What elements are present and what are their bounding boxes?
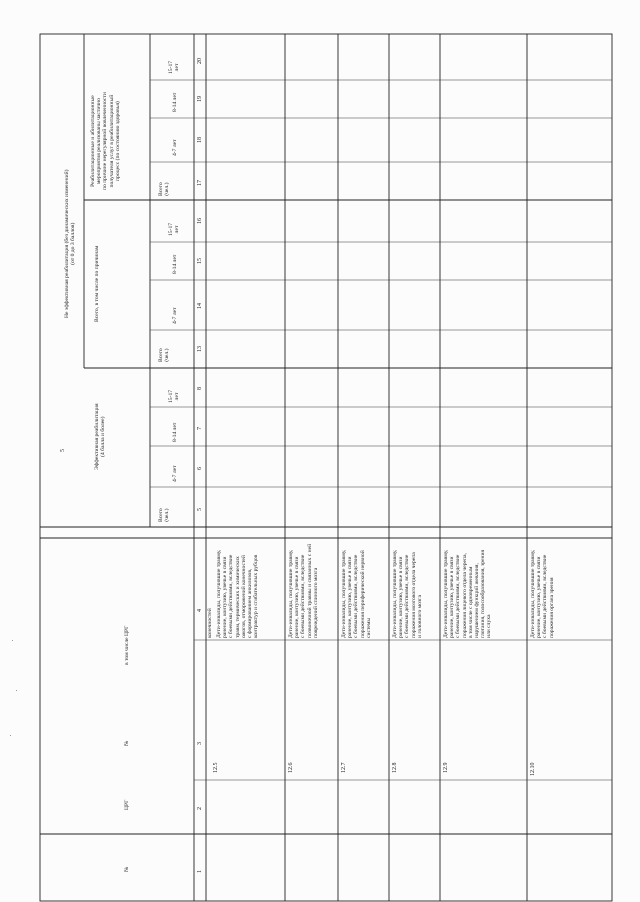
ineffective-8-14: 8-14 лет [172,254,178,274]
colnum-18: 18 [197,137,203,143]
colnum-20: 20 [197,58,203,64]
row-2-no: 12.6 [288,762,294,773]
refusal-4-7: 4-7 лет [172,139,178,156]
header-effective: Эффективная реабилитация (4 балла и более) [94,403,107,470]
colnum-19: 19 [197,96,203,102]
colnum-7: 7 [197,427,203,430]
row-4-no: 12.8 [392,762,398,773]
row-3-text: Дети-инвалиды, получившие травму, ранение, контузию, увечье в связи с боевыми действиями, вследствие поражения периферической нервной системы [341,549,372,638]
effective-4-7: 4-7 лет [172,465,178,482]
row-4-text: Дети-инвалиды, получившие травму, ранение, контузию, увечье в связи с боевыми действиями, вследствие поражения мозгового отдела черепа и головного мозга [392,549,423,638]
colnum-5: 5 [197,508,203,511]
effective-total: Всего (чел.) [158,508,171,522]
colnum-3: 3 [197,742,203,745]
colnum-14: 14 [197,303,203,309]
ineffective-4-7: 4-7 лет [172,307,178,324]
scan-speck [12,640,13,641]
row-0-text: конечностей [207,608,213,638]
row-6-no: 12.10 [530,762,536,776]
row-2-text: Дети-инвалиды, получившие травму, ранение, контузию, увечье в связи с боевыми действиями, вследствие позвоночной травмы и связанных с ней повреждений спинного мозга [288,543,319,638]
colnum-6: 6 [197,467,203,470]
colnum-1: 1 [197,870,203,873]
row-5-no: 12.9 [443,762,449,773]
ineffective-15-17: 15-17 лет [168,222,181,236]
row-1-text: Дети-инвалиды, получившие травму, ранение, контузию, увечье в связи с боевыми действиями, вследствие травм, термических и химических ожогов, отморожений конечностей с формированием анкилозов, контрактур и сгибательных рубцов [216,549,260,638]
effective-15-17: 15-17 лет [168,389,181,403]
colnum-2: 2 [197,807,203,810]
colnum-8: 8 [197,387,203,390]
refusal-total: Всего (чел.) [158,182,171,196]
header-col-crg: ЦРГ [124,799,130,810]
colnum-4: 4 [197,609,203,612]
header-refusal: Реабилитационные и абилитационные мероприятия реализованы частично по причине нерегулярной вовлеченности получателя услуг в реабилитационный процесс (по состоянию здоровья) [90,92,121,190]
header-col-no: № [124,866,130,872]
effective-8-14: 8-14 лет [172,422,178,442]
header-total-by-reasons: Всего, в том числе по причинам [94,245,100,322]
page-number: 5 [60,449,66,452]
colnum-16: 16 [197,218,203,224]
header-ineffective: Не эффективная реабилитация (без динамических изменений) (от 0 до 3 баллов) [64,169,77,318]
row-6-text: Дети-инвалиды, получившие травму, ранение, контузию, увечье в связи с боевыми действиями, вследствие поражения органа зрения [530,549,555,638]
colnum-15: 15 [197,258,203,264]
colnum-13: 13 [197,346,203,352]
row-1-no: 12.5 [213,762,219,773]
refusal-15-17: 15-17 лет [168,60,181,74]
table-border [40,34,612,901]
scan-speck [10,735,11,736]
header-col-sub-crg: в том числе ЦРГ [124,625,130,665]
row-3-no: 12.7 [341,762,347,773]
row-5-text: Дети-инвалиды, получившие травму, ранение, контузию, увечье в связи с боевыми действиями, вследствие поражения лицевого отдела черепа, в том числе с одновременным нарушением функций жевания, глотания, голосообразования, зрения или слуха [443,549,493,638]
scan-speck [16,690,17,691]
refusal-8-14: 8-14 лет [172,92,178,112]
header-col-sub-no: № [124,740,130,746]
colnum-17: 17 [197,180,203,186]
ineffective-total: Всего (чел.) [158,348,171,362]
